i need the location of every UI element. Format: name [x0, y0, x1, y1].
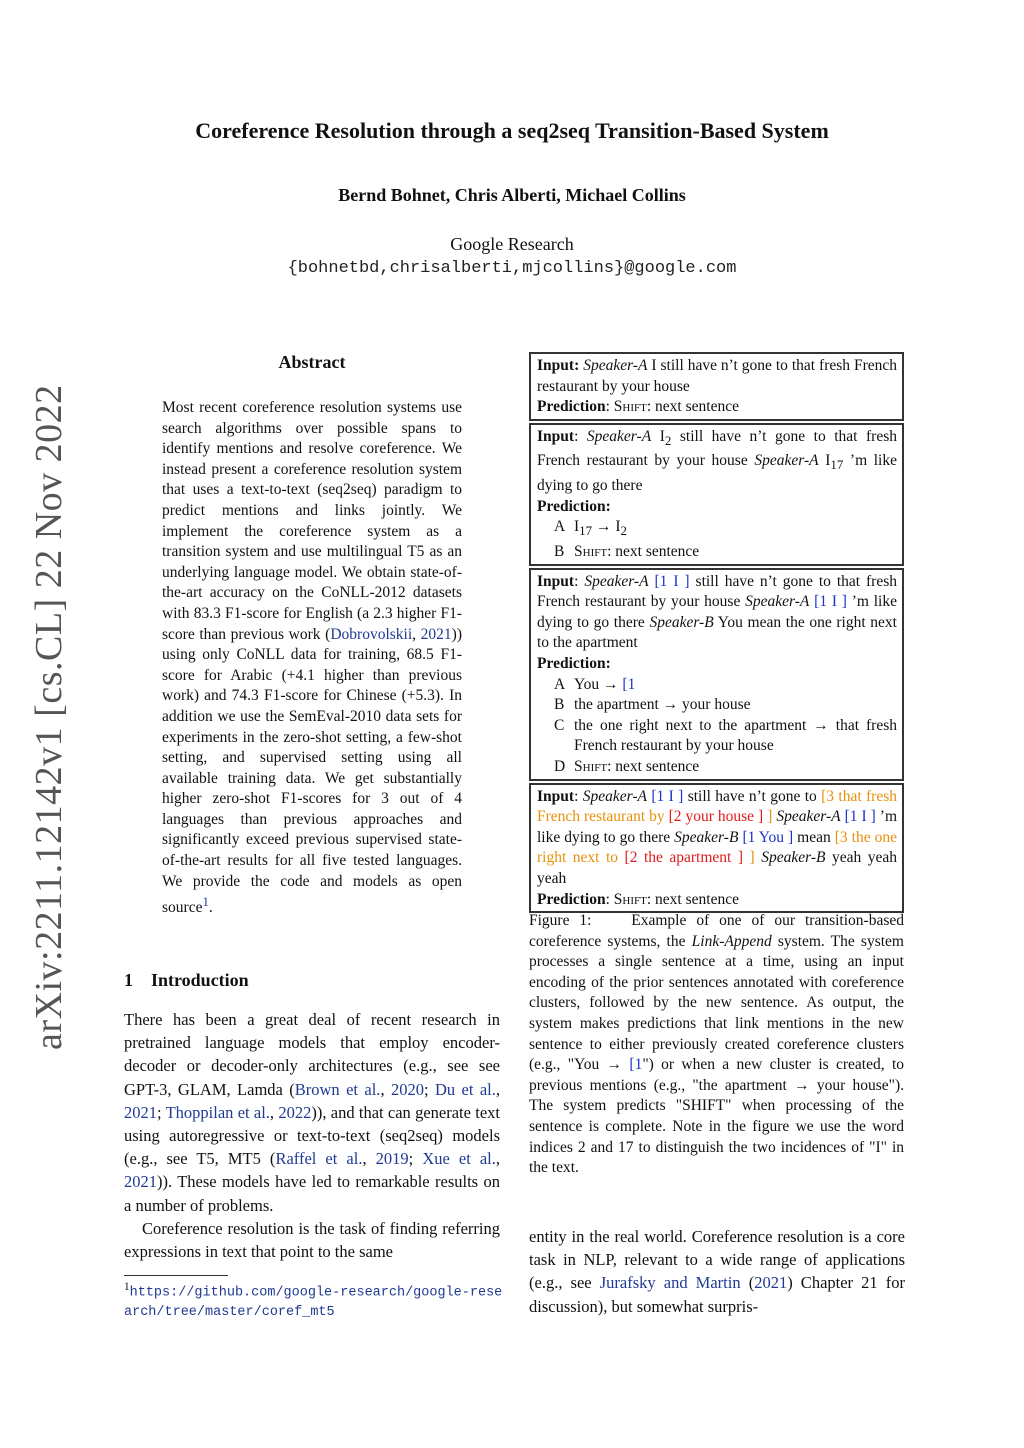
citation-year-link[interactable]: 2021 [124, 1172, 157, 1192]
author-emails: {bohnetbd,chrisalberti,mjcollins}@google.com [287, 259, 737, 278]
prediction-text: You → [574, 675, 623, 693]
speaker-tag: Speaker-B [761, 849, 826, 867]
prediction-text: the apartment → your house [574, 696, 751, 714]
input-text: ’m like dying to go there [537, 593, 897, 631]
citation-link[interactable]: Brown et al. [294, 1079, 381, 1099]
prediction-text: : next sentence [607, 757, 700, 775]
section-heading-introduction [124, 970, 249, 991]
body-text: There has been a great deal of recent research in pretrained language models that employ encoder-decoder or decoder-only architectures (e.g., see see GPT-3, GLAM, Lamda ( [124, 1010, 500, 1099]
input-text: ’m like dying to go there [537, 808, 897, 846]
word-index: 2 [620, 523, 627, 539]
speaker-tag: Speaker-A [745, 593, 810, 611]
body-text: , [495, 1149, 501, 1169]
prediction-item [537, 757, 897, 778]
item-letter: D [554, 757, 566, 775]
paper-authors: Bernd Bohnet, Chris Alberti, Michael Collins [338, 185, 686, 205]
prediction-label: Prediction [537, 398, 606, 416]
caption-emphasis: Link-Append [691, 932, 772, 950]
abstract-text: Most recent coreference resolution systems use search algorithms over possible spans to identify mentions and resolve coreference. We instead present a coreference resolution system that uses a text-to-text (seq2seq) paradigm to predict mentions and links jointly. We implement the coreference system as a transition system and use multilingual T5 as an underlying language model. We obtain state-of-the-art accuracy on the CoNLL-2012 datasets with 83.3 F1-score for English (a 2.3 higher F1-score than previous work ( [162, 399, 462, 643]
speaker-tag: Speaker-A [584, 572, 649, 590]
mention: I [574, 518, 580, 536]
input-label: Input [537, 572, 575, 590]
item-letter: B [554, 543, 565, 561]
footnote-url-link[interactable]: https://github.com/google-research/google-research/tree/master/coref_mt5 [124, 1285, 503, 1320]
cluster-3-mention: [3 that fresh French restaurant by [537, 787, 898, 826]
citation-year-link[interactable]: 2022 [278, 1102, 312, 1122]
prediction-text: : next sentence [607, 543, 700, 561]
figure-box-2: Input: Speaker-A $I_2$ still have n’t gone to that fresh French restaurant by your house Speaker-A $I_{17}$ ’m like dying to go there Prediction: A $I_{17} \to I_2$ B Shift: next sentence [529, 423, 904, 566]
prediction-list [537, 675, 897, 778]
footnote-number: 1 [124, 1281, 130, 1293]
input-text: ’m like dying to go there [537, 452, 897, 495]
figure-box-3: Input: Speaker-A [1 I ] still have n’t gone to that fresh French restaurant by your house Speaker-A [1 I ] ’m like dying to go there Speaker-B You mean the one right next to the apartment Prediction: A You → [1 B the apartment → your house C the one right next to the apartment → that fresh French restaurant by your house D Shift: next sentence [529, 568, 904, 781]
prediction-label: Prediction [537, 890, 606, 908]
body-text: ; [157, 1102, 166, 1122]
speaker-tag: Speaker-A [754, 452, 819, 470]
prediction-label: Prediction [537, 655, 606, 672]
section-title: Introduction [151, 970, 249, 990]
abstract-body [162, 398, 462, 919]
shift-action: Shift [574, 543, 608, 561]
introduction-left-column [124, 1008, 500, 1263]
arxiv-side-stamp: arXiv:2211.12142v1 [cs.CL] 22 Nov 2022 [28, 384, 70, 1050]
affiliation: Google Research [450, 234, 574, 254]
cluster-link: [1 [622, 675, 636, 693]
prediction-text: : next sentence [646, 398, 739, 416]
word-index: 2 [664, 432, 672, 448]
input-text: I [651, 427, 665, 445]
figure-box-4: Input: Speaker-A [1 I ] still have n’t gone to [3 that fresh French restaurant by [2 your house ] ] Speaker-A [1 I ] ’m like dying to go there Speaker-B [1 You ] mean [3 the one right next to [2 the apartment ] ] Speaker-B yeah yeah yeah Prediction: Shift: next sentence [529, 783, 904, 914]
figure-1-caption [529, 911, 908, 1179]
body-text: ; [408, 1149, 423, 1169]
cluster-1-mention: [1 I ] [844, 808, 876, 826]
cluster-1-mention: [1 I ] [814, 593, 847, 611]
speaker-tag: Speaker-A [776, 808, 841, 826]
input-text: I [818, 452, 831, 470]
citation-link[interactable]: Jurafsky and Martin [599, 1273, 741, 1293]
cluster-3-close: ] [763, 808, 773, 826]
footnote [124, 1278, 504, 1322]
input-label: Input [537, 787, 575, 805]
speaker-tag: Speaker-A [586, 427, 652, 445]
cluster-1-mention: [1 I ] [654, 572, 690, 590]
citation-link[interactable]: Du et al. [434, 1079, 496, 1099]
body-text: , [495, 1079, 501, 1099]
caption-text: ") or when a new cluster is created, to previous mentions (e.g., "the apartment → your house"). The system predicts "SHIFT" when processing of the sentence is complete. Note in the figure we use the word indices 2 and 17 to distinguish the two incidences of "I" in the text. [529, 1056, 905, 1177]
input-text: still have n’t gone to [683, 787, 822, 805]
input-text: still have n’t gone to that fresh French restaurant by your house [537, 572, 898, 611]
input-text: You mean the one right next to the apartment [537, 613, 897, 652]
footnote-rule [124, 1275, 228, 1276]
speaker-tag: Speaker-B [649, 613, 714, 631]
speaker-tag: Speaker-B [674, 828, 739, 846]
abstract-heading: Abstract [278, 352, 346, 372]
citation-year-link[interactable]: 2021 [420, 625, 452, 643]
cluster-link: [1 [629, 1056, 643, 1074]
prediction-item [537, 517, 897, 542]
prediction-text: the one right next to the apartment → that fresh French restaurant by your house [574, 716, 897, 755]
citation-link[interactable]: Raffel et al. [275, 1149, 363, 1169]
abstract-text: )) using only CoNLL data for training, 68.5 F1-score for Arabic (+4.1 higher than previous work) and 74.3 F1-score for Chinese (+5.3). In addition we use the SemEval-2010 data sets for experiments in the zero-shot setting, a few-shot setting, and supervised setting using all available training data. We get substantially higher zero-shot F1-scores for 3 out of 4 languages than previous approaches and significantly exceed previous supervised state-of-the-art results for all five tested languages. We provide the code and models as open source [162, 625, 462, 917]
prediction-label: Prediction [537, 497, 606, 515]
cluster-2-mention: [2 your house ] [668, 808, 764, 826]
prediction-list [537, 517, 897, 562]
input-label: Input [537, 357, 575, 374]
speaker-tag: Speaker-A [582, 787, 647, 805]
cluster-1-mention: [1 I ] [651, 787, 684, 805]
paper-title: Coreference Resolution through a seq2seq Transition-Based System [195, 118, 829, 143]
prediction-item [537, 716, 897, 757]
body-text: ; [423, 1079, 435, 1099]
citation-year-link[interactable]: 2020 [390, 1079, 424, 1099]
mention: I [615, 518, 621, 536]
input-text: yeah yeah yeah [537, 849, 897, 887]
body-text: ( [740, 1273, 755, 1293]
prediction-text: : next sentence [646, 890, 739, 908]
prediction-item [537, 695, 897, 716]
input-text: mean [793, 828, 835, 846]
cluster-1-mention: [1 You ] [742, 828, 794, 846]
input-text: still have n’t gone to that fresh French restaurant by your house [537, 427, 898, 470]
item-letter: C [554, 716, 565, 734]
item-letter: A [554, 518, 566, 536]
caption-text: Figure 1: Example of one of our transition-based coreference systems, the [529, 912, 908, 950]
prediction-item [537, 675, 897, 696]
item-letter: B [554, 696, 565, 714]
arrow: → [592, 518, 616, 536]
body-text: , [269, 1102, 279, 1122]
caption-text: system. The system processes a single sentence at a time, using an input encoding of the prior sentences annotated with coreference clusters, followed by the new sentence. As output, the system makes predictions that link mentions in the new sentence to either previously created coreference clusters (e.g., "You → [529, 932, 904, 1074]
cluster-2-mention: [2 the apartment ] [624, 849, 744, 867]
body-text: entity in the real world. Coreference resolution is a core task in NLP, relevant to a wide range of applications (e.g., see [529, 1227, 905, 1293]
section-number: 1 [124, 970, 133, 990]
shift-action: Shift [574, 757, 608, 775]
footnote-marker[interactable]: 1 [202, 894, 209, 910]
prediction-item [537, 542, 897, 563]
figure-box-1: Input: Speaker-A I still have n’t gone to that fresh French restaurant by your house Prediction: Shift: next sentence [529, 352, 904, 421]
citation-year-link[interactable]: 2021 [124, 1102, 157, 1122]
figure-1 [529, 352, 904, 915]
body-text: )), and that can generate text using autoregressive or text-to-text (seq2seq) models (e.g., see T5, MT5 ( [124, 1102, 500, 1169]
input-label: Input [537, 427, 575, 445]
citation-link[interactable]: Thoppilan et al. [165, 1102, 270, 1122]
shift-action: Shift [613, 890, 647, 908]
speaker-tag: Speaker-A [583, 357, 648, 374]
item-letter: A [554, 675, 566, 693]
body-text: , [362, 1149, 376, 1169]
body-text: )). These models have led to remarkable results on a number of problems. [124, 1172, 500, 1215]
cluster-3-close: ] [743, 849, 755, 867]
citation-year-link[interactable]: 2021 [754, 1273, 788, 1293]
word-index: 17 [830, 457, 844, 473]
body-text: ) Chapter 21 for discussion), but somewhat surpris- [529, 1273, 905, 1316]
input-text: I still have n’t gone to that fresh French restaurant by your house [537, 357, 898, 395]
body-text: , [380, 1079, 391, 1099]
citation-link[interactable]: Xue et al. [422, 1149, 496, 1169]
shift-action: Shift [613, 398, 647, 416]
introduction-right-column [529, 1225, 905, 1318]
body-paragraph: Coreference resolution is the task of finding referring expressions in text that point to the same [124, 1218, 500, 1262]
citation-link[interactable]: Dobrovolskii [330, 625, 413, 643]
abstract-text: , [412, 625, 421, 643]
cluster-3-mention: [3 the one right next to [537, 828, 898, 867]
citation-year-link[interactable]: 2019 [375, 1149, 409, 1169]
word-index: 17 [579, 523, 593, 539]
abstract-text: . [208, 899, 213, 917]
